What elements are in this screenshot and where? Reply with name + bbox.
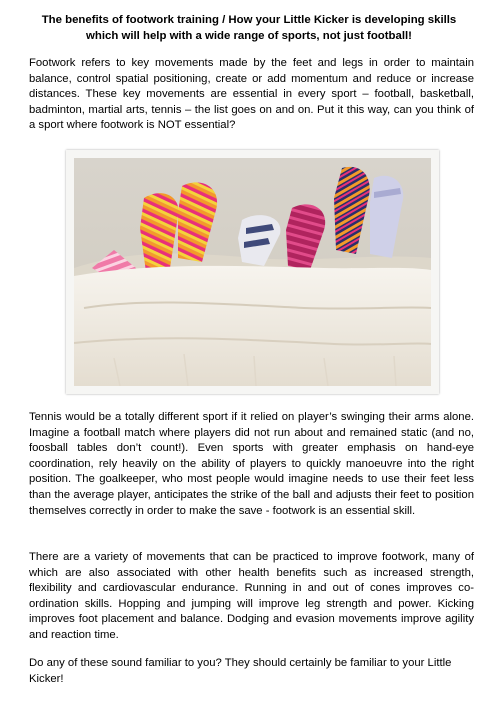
photo-frame xyxy=(66,150,439,394)
page-heading xyxy=(26,12,472,44)
heading-line-2: which will help with a wide range of sports, not just football! xyxy=(86,30,412,42)
socks-photo xyxy=(74,158,431,386)
heading-line-1: The benefits of footwork training / How your Little Kicker is developing skills xyxy=(41,14,457,26)
closing-paragraph: Do any of these sound familiar to you? They should certainly be familiar to your Little Kicker! xyxy=(29,657,452,685)
tennis-paragraph: Tennis would be a totally different sport if it relied on player’s swinging their arms alone. Imagine a football match where players did not run about and remained static (and no, foosball tables don’t count!). Even sports with greater emphasis on hand-eye coordination, rely heavily on the ability of players to quickly manoeuvre into the right position. The goalkeeper, who most people would imagine needs to use their feet less than the average player, anticipates the strike of the ball and adjusts their feet to position themselves correctly in order to make the save - footwork is an essential skill. xyxy=(29,411,474,517)
movements-paragraph: There are a variety of movements that can be practiced to improve footwork, many of which are also associated with other health benefits such as increased strength, flexibility and cardiovascular endurance. Running in and out of cones improves co-ordination skills. Hopping and jumping will improve leg strength and power. Kicking improves foot placement and balance. Dodging and evasion movements improve agility and reaction time. xyxy=(29,551,474,641)
socks-illustration xyxy=(74,158,431,386)
intro-paragraph: Footwork refers to key movements made by the feet and legs in order to maintain balance, control spatial positioning, create or add momentum and reduce or increase distances. These key movements are essential in every sport – football, basketball, badminton, martial arts, tennis – the list goes on and on. Put it this way, can you think of a sport where footwork is NOT essential? xyxy=(29,57,474,132)
